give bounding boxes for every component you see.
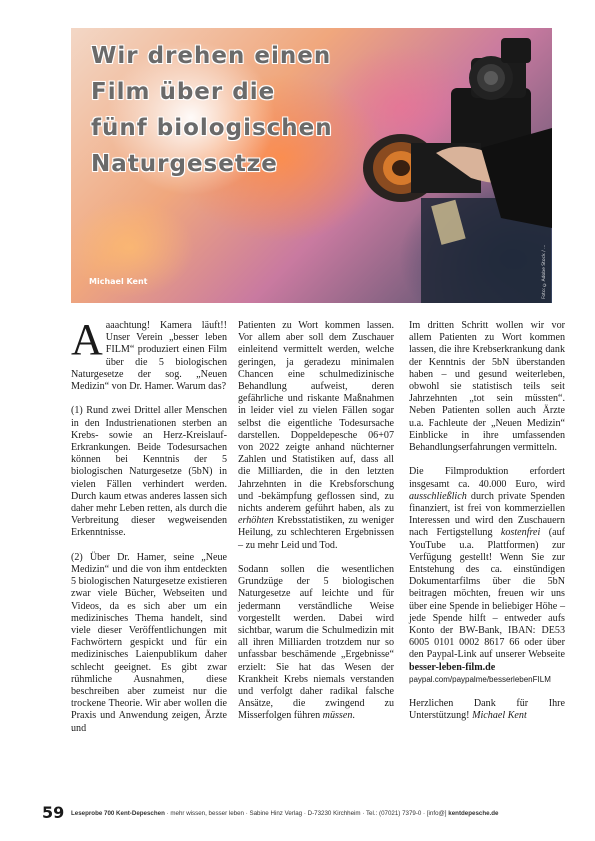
photo-credit: Foto: ©Adobe Stock / ... — [542, 244, 547, 299]
column-1 — [71, 315, 227, 747]
footer-info: · mehr wissen, besser leben · Sabine Hinz Verlag · D-73230 Kirchheim · Tel.: (07021) 7379-0 · [info@] — [164, 810, 447, 817]
emphasis: müssen — [322, 710, 353, 722]
paragraph-text: (auf YouTube u.a. Plattformen) zur Verfügung gestellt! Wenn Sie zur Entstehung des ca. einstündigen Dokumentarfilms über die 5bN beitragen möchten, freuen wir uns über eine Spende in beliebiger Höhe – jede Spende hilft – entweder aufs Konto der BW-Bank, IBAN: DE53 6005 0101 0002 8617 66 oder über den Paypal-Link auf unserer Webseite — [409, 527, 565, 661]
signature: Michael Kent — [472, 710, 527, 722]
paragraph-text: Sodann sollen die wesentlichen Grundzüge der 5 biologischen Naturgesetze auf leichte und für jedermann verständliche Weise vorgestellt werden. Dabei wird sichtbar, warum die Schulmedizin mit all ihren Milliarden trotzdem nur so unfassbar beschämende „Ergebnisse“ erzielt: Sie hat das Wesen der Krankheit Krebs niemals verstanden und verfolgt daher radikal falsche Ansätze, die zwingend zu Misserfolgen führen — [238, 564, 394, 722]
paragraph: Im dritten Schritt wollen wir vor allem Patienten zu Wort kommen lassen, die ihre Krebserkrankung dank der Kenntnis der 5bN überstanden haben – und gesund weiterleben, obwohl sie statistisch teils seit Jahrzehnten „tot sein müssten“. Neben Patienten sollen auch Ärzte u.a. Fachleute der „Neuen Medizin“ Einblicke in ihre umfassenden Behandlungserfahrungen vermitteln. — [409, 320, 565, 454]
emphasis: ausschließlich — [409, 490, 467, 502]
paragraph — [409, 466, 565, 686]
camera-illustration — [351, 28, 552, 303]
paragraph: (1) Rund zwei Drittel aller Menschen in den Industrienationen sterben an Krebs- sowie an Herz-Kreislauf-Erkrankungen. Beide Todesursachen können bei Kenntnis der 5 biologischen Naturgesetze (5bN) in vielen Fällen verhindert werden. Durch kaum etwas anderes lassen sich daher mehr Leben retten, als durch die Verbreitung dieser wegweisenden Erkenntnisse. — [71, 405, 227, 539]
paragraph — [238, 564, 394, 723]
title-line-3: fünf biologischen — [91, 115, 333, 141]
paypal-link[interactable]: paypal.com/paypalme/besserlebenFILM — [409, 674, 551, 684]
paragraph-text: Herzlichen Dank für Ihre Unterstützung! — [409, 698, 565, 722]
emphasis: erhöhten — [238, 515, 274, 527]
title-line-2: Film über die — [91, 79, 276, 105]
paragraph-text: aaachtung! Kamera läuft!! Unser Verein „besser leben FILM“ produziert einen Film über die 5 biologischen Naturgesetze der sog. „Neuen Medizin“ von Dr. Hamer. Warum das? — [71, 320, 227, 393]
paragraph-text: . — [352, 710, 355, 722]
hero-author: Michael Kent — [89, 277, 148, 286]
paragraph — [71, 315, 227, 393]
paragraph-text: Krebsstatistiken, zu weniger Heilung, zu schlechteren Ergebnissen – zu mehr Leid und Tod. — [238, 515, 394, 551]
paragraph-text: durch private Spenden finanziert, ist frei von kommerziellen Interessen und wird den Zuschauern nach Fertigstellung — [409, 490, 565, 539]
emphasis: kostenfrei — [500, 527, 541, 539]
hero-image — [71, 28, 552, 303]
paragraph: (2) Über Dr. Hamer, seine „Neue Medizin“ und die von ihm entdeckten 5 biologischen Naturgesetze existieren zwar viele Bücher, Webseiten und Videos, da es sich aber um ein medizinisches Thema handelt, sind viele dieser Veröffentlichungen mit Fachwörtern gespickt und für ein medizinisches Laienpublikum daher schlecht geeignet. Es gibt zwar rühmliche Ausnahmen, diese beschreiben aber zumeist nur die trockene Theorie. Wir aber wollen die Praxis und Anwendung zeigen, Ärzte und — [71, 551, 227, 734]
paragraph — [238, 320, 394, 552]
title-line-1: Wir drehen einen — [91, 43, 332, 69]
footer-line — [71, 810, 557, 817]
dropcap: A — [71, 315, 103, 364]
website-link[interactable]: besser-leben-film.de — [409, 661, 496, 673]
footer-site[interactable]: kentdepesche.de — [448, 810, 499, 817]
article-title — [91, 38, 333, 182]
footer-lead: Leseprobe 700 Kent-Depeschen — [71, 810, 165, 817]
column-3 — [409, 320, 565, 735]
paragraph — [409, 698, 565, 722]
page-number: 59 — [42, 803, 65, 822]
title-line-4: Naturgesetze — [91, 151, 278, 177]
paragraph-text: Patienten zu Wort kommen lassen. Vor allem aber soll dem Zuschauer einleitend vermittelt werden, welche geringen, ja geradezu minimalen Chancen eine schulmedizinische Behandlung aufweist, deren gefährliche und riskante Maßnahmen in leider viel zu vielen Fällen sogar selbst die eigentliche Todesursache darstellen. Doppeldepesche 06+07 von 2022 zeigte anhand nüchterner Zahlen und Statistiken auf, dass all die Milliarden, die in den letzten Jahrzehnten in die Krebsforschung und -bekämpfung geflossen sind, zu nichts anderem geführt haben, als zu — [238, 320, 394, 515]
column-2 — [238, 320, 394, 735]
paragraph-text: Die Filmproduktion erfordert insgesamt ca. 40.000 Euro, wird — [409, 466, 565, 490]
